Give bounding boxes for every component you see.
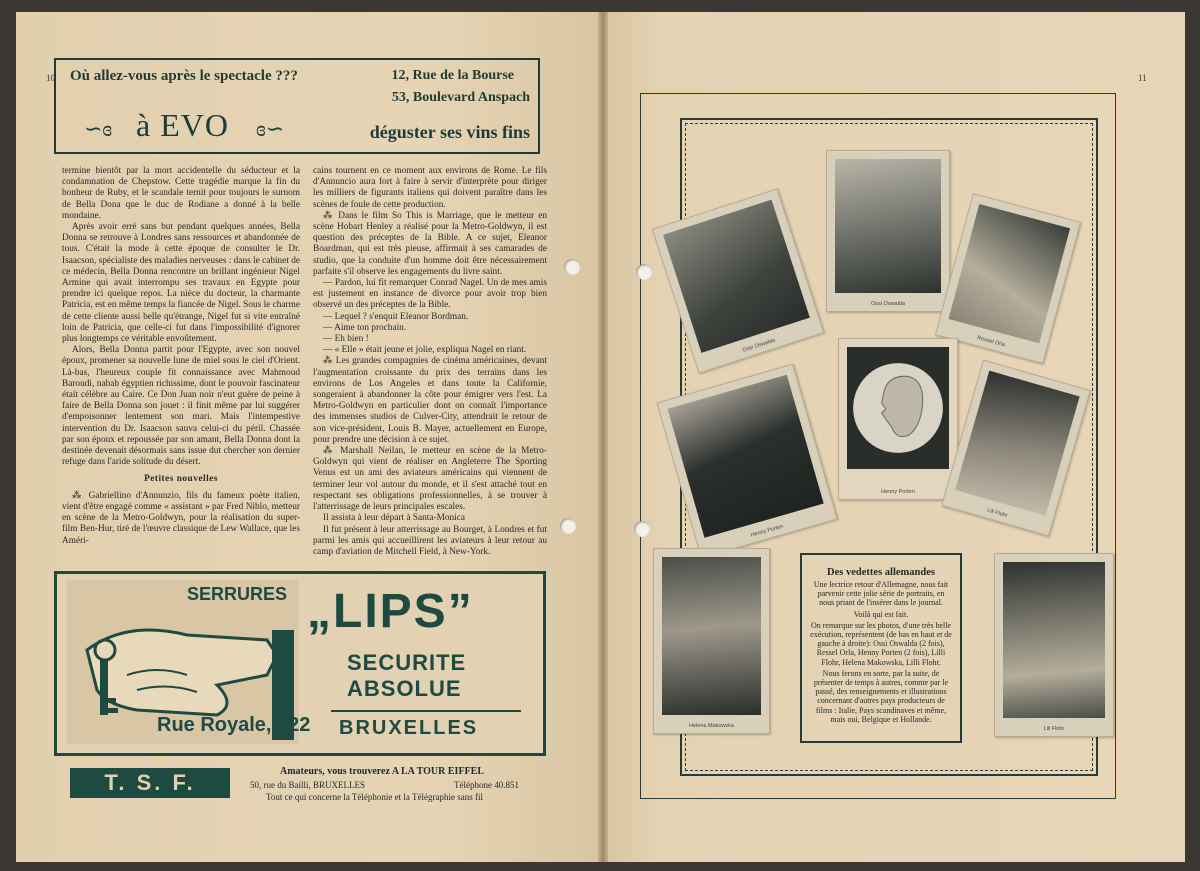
tsf-description: Tout ce qui concerne la Téléphonie et la Télégraphie sans fil [266,792,483,802]
evo-address-1: 12, Rue de la Bourse [391,68,514,83]
lips-brand: „LIPS” [307,585,474,638]
paragraph: — Pardon, lui fit remarquer Conrad Nagel. Un de mes amis est justement en instance de divorce pour avoir trop bien observé un des préceptes de la Bible. [313,278,547,311]
lips-slogan-1: SECURITE [347,650,467,675]
paragraph: Nous ferons en sorte, par la suite, de présenter de temps à autres, comme par le passé, des renseignements et illustrations concernant d'autres pays producteurs de films : Italie, Pays scandinaves et même, mais oui, Belgique et Hollande. [813,668,949,724]
portrait-photo: Lili Flohr [941,360,1091,537]
lips-advertisement [54,571,546,756]
paragraph: termine bientôt par la mort accidentelle du séducteur et la condamnation de Chepstow. Cette tragédie marque la fin du bonheur de Ruby, et le scandale ternit pour toujours le surnom de Bella Dona que le duc de Rodiane a donné à la belle mondaine. [62,166,300,221]
paragraph: ⁂ Les grandes compagnies de cinéma américaines, devant l'augmentation croissante du prix des terrains dans les environs de Los Angeles et dans toute la Californie, songeraient à abandonner la côte pour émigrer vers l'est. La Metro-Goldwyn en particulier dont on connaît l'importance des immenses studios de Culver-City, attendrait le retour de son vice-président, Louis B. Mayer, actuellement en Europe, pour prendre une décision à ce sujet. [313,356,547,445]
flourish-left-icon: ∽ɞ [84,116,113,141]
paragraph: — Aime ton prochain. [323,322,407,333]
binding-hole [634,521,650,537]
portrait-photo: Ossi Oswalda [826,150,950,312]
paragraph: Il assista à leur départ à Santa-Monica [323,513,465,524]
paragraph: Une lectrice retour d'Allemagne, nous fait parvenir cette jolie série de portraits, en nous priant de l'insérer dans le journal. [813,580,949,608]
paragraph: ⁂ Marshall Neilan, le metteur en scène de la Metro-Goldwyn qui vient de réaliser en Angleterre The Sporting Venus est un ami des aviateurs américains qui viennent de terminer leur vol autour du monde, et il s'est attaché tout en respectant ses obligations professionnelles, à se trouver à l'atterrissage de leurs principales escales. [313,446,547,513]
left-page-number: 10 [46,73,55,83]
article-column-1 [62,166,300,547]
right-page-number: 11 [1138,73,1147,83]
vedettes-body [802,578,960,728]
paragraph: Après avoir erré sans but pendant quelques années, Bella Donna se retrouve à Londres sans ressources et abandonnée de tous. C'était la mode à cette époque de consulter le Dr. Isaacson, spécialiste des maladies nerveuses : dans le cabinet de ce médecin, Bella Donna rencontre un brillant ingénieur Nigel Armine qui avait interrompu ses travaux en Egypte pour prendre ici quelque repos. La nièce du docteur, la charmante Patricia, est en même temps la fiancée de Nigel. Sous le charme de cette cliente aussi belle qu'étrange, Nigel fut si vite entraîné loin de Patricia, que celle-ci fut dans l'impossibilité d'ignorer plus longtemps ce véritable envoûtement. [62,222,301,345]
portrait-photo: Helena Makowska [653,548,770,734]
paragraph: cains tournent en ce moment aux environs de Rome. Le fils d'Annuncio aura fort à faire à servir d'interprète pour diriger les milliers de figurants italiens qui doivent paraître dans les scènes de foule de cette production. [313,166,547,210]
flourish-right-icon: ɞ∽ [256,116,285,141]
evo-question: Où allez-vous après le spectacle ??? [70,68,298,84]
portrait-photo: Henny Porten [656,364,837,559]
portrait-photo: Ossi Oswalda [652,188,825,373]
binding-hole [564,259,580,275]
evo-tagline: déguster ses vins fins [369,122,530,142]
paragraph: — Lequel ? s'enquit Eleanor Bordman. [323,311,469,322]
serrures-label: SERRURES [187,584,288,604]
paragraph: On remarque sur les photos, d'une très belle exécution, représentent (de bas en haut et de gauche à droite): Ossi Oswalda (2 fois), Ressel Orla, Henny Porten (2 fois), Lilli Flohr, Helena Makowska, Lilli Flohr. [810,620,952,667]
evo-advertisement [54,58,540,154]
tsf-headline: Amateurs, vous trouverez A LA TOUR EIFFEL [280,766,484,777]
paragraph: ⁂ Dans le film So This is Marriage, que le metteur en scène Hobart Henley a réalisé pour la Metro-Goldwyn, il est question des préceptes de la Bible. A ce sujet, Eleanor Boardman, qui est très pieuse, affirmait à ses camarades de studio, que la conduite d'un homme doit être nécessairement parfaite s'il observe les engagements du livre saint. [313,210,547,277]
vedettes-title: Des vedettes allemandes [827,567,935,578]
portrait-photo: Lili Flohr [994,553,1114,737]
binding-hole [636,264,652,280]
page-gutter [598,12,608,862]
paragraph: ⁂ Gabriellino d'Annunzio, fils du fameux poète italien, vient d'être engagé comme « assistant » par Fred Niblo, metteur en scène de la Metro-Goldwyn, pour la réalisation du super-film Ben-Hur, tiré de l'œuvre classique de Lew Wallace, que les Améri- [62,490,300,546]
lips-slogan-2: ABSOLUE [347,676,462,701]
portrait-photo: Henny Porten [838,338,958,500]
medallion-profile [847,347,949,469]
tsf-phone: Téléphone 40.851 [454,780,519,790]
tsf-address: 50, rue du Bailli, BRUXELLES [250,780,365,790]
binding-hole [560,518,576,534]
paragraph: — Eh bien ! [323,334,369,345]
section-heading: Petites nouvelles [144,474,218,485]
vedettes-text-box [800,553,962,743]
lips-city: BRUXELLES [339,717,479,739]
evo-brand: à EVO [136,107,229,143]
paragraph: Voilà qui est fait. [853,609,909,619]
divider [331,710,521,712]
paragraph: Alors, Bella Donna partit pour l'Egypte, avec son nouvel époux, promener sa nouvelle lune de miel sous le ciel d'Orient. Là-bas, l'heureux couple fit connaissance avec Mahmoud Baroudi, nabab égyptien richissime, dont le pouvoir fascinateur était célèbre au Caire. Ce Don Juan noir n'eut guère de peine à faire de Bella Donna son jouet : il finit même par lui suggérer d'empoisonner lentement son mari. Mais l'intempestive intervention du Dr. Isaacson sauva celui-ci du péril. Chassée par son époux et repoussée par son amant, Bella Donna dont la destinée devenait désormais sans issue dut chercher son dernier refuge dans l'aride solitude du désert. [62,345,300,468]
paragraph: — « Elle » était jeune et jolie, expliqua Nagel en riant. [323,345,527,356]
tsf-logo: T. S. F. [70,768,230,798]
article-column-2 [313,166,547,558]
lips-address: Rue Royale, 222 [157,714,311,736]
paragraph: Il fut présent à leur atterrissage au Bourget, à Londres et fut parmi les amis qui accueillirent les aviateurs à leur retour au camp d'aviation de Mitchell Field, à New-York. [313,524,547,557]
portrait-photo: Ressel Orla [935,193,1081,364]
evo-address-2: 53, Boulevard Anspach [391,90,530,105]
